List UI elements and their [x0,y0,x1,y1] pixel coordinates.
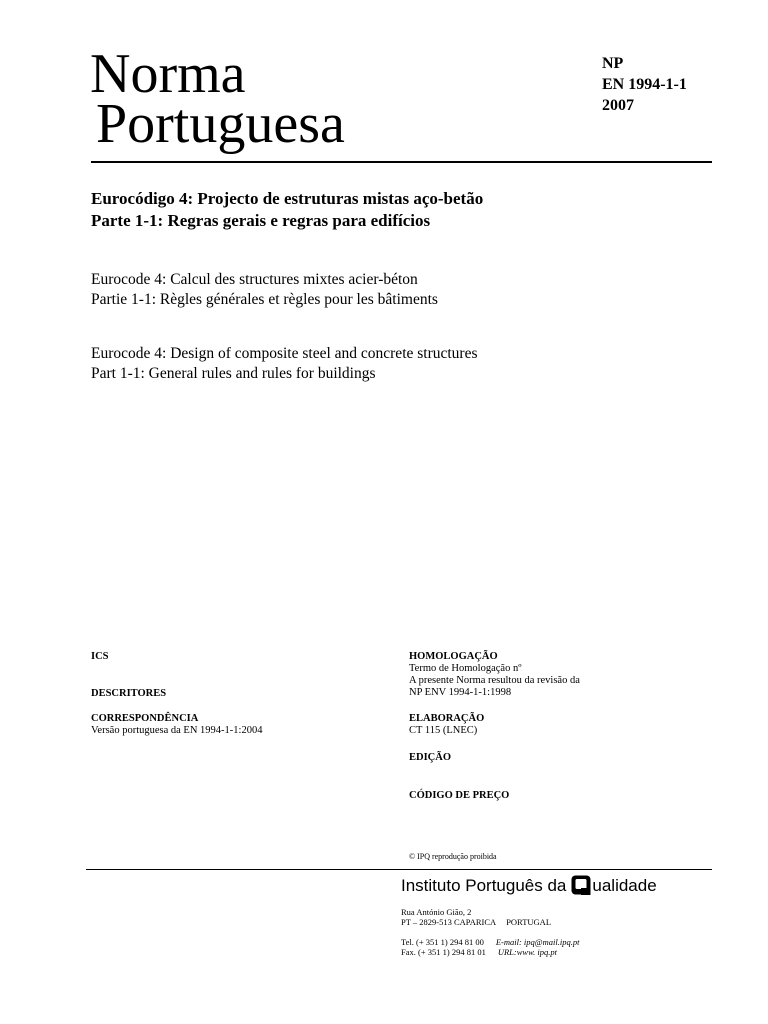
code-np: NP [602,55,624,72]
title-english [91,344,478,384]
title-norma: Norma [90,43,246,105]
title-french [91,270,438,310]
address-city-line [401,917,551,927]
fax-number: Fax. (+ 351 1) 294 81 01 [401,947,486,957]
bottom-divider [86,869,712,870]
descritores-label: DESCRITORES [91,688,167,699]
codigo-preco-label: CÓDIGO DE PREÇO [409,790,510,801]
address-street: Rua António Gião, 2 [401,907,472,917]
contact-row-1 [401,937,579,947]
homologacao-ref: NP ENV 1994-1-1:1998 [409,687,512,698]
title-portuguese [91,188,483,232]
title-fr-line1: Eurocode 4: Calcul des structures mixtes acier-béton [91,271,418,288]
institute-name-end: ualidade [592,876,657,895]
elaboracao-value: CT 115 (LNEC) [409,725,478,736]
title-fr-line2: Partie 1-1: Règles générales et règles pour les bâtiments [91,291,438,308]
title-pt-line1: Eurocódigo 4: Projecto de estruturas mistas aço-betão [91,189,484,208]
title-pt-line2: Parte 1-1: Regras gerais e regras para edifícios [91,211,431,230]
ics-section [91,651,109,663]
edicao-section [409,752,451,764]
code-year: 2007 [602,97,634,114]
address-block [401,907,551,927]
correspondencia-value: Versão portuguesa da EN 1994-1-1:2004 [91,725,263,736]
code-en: EN 1994-1-1 [602,76,687,93]
elaboracao-label: ELABORAÇÃO [409,713,485,724]
correspondencia-label: CORRESPONDÊNCIA [91,713,199,724]
address-country: PORTUGAL [506,917,552,927]
homologacao-label: HOMOLOGAÇÃO [409,651,498,662]
address-city: PT – 2829-513 CAPARICA [401,917,497,927]
title-en-line1: Eurocode 4: Design of composite steel and concrete structures [91,345,478,362]
homologacao-term: Termo de Homologação nº [409,663,522,674]
title-portuguesa: Portuguesa [96,93,345,155]
top-divider [91,161,712,163]
institute-name-start: Instituto Português da [401,876,567,895]
standard-code-block [602,53,687,116]
ics-label: ICS [91,651,109,662]
codigo-preco-section [409,790,509,802]
email-address[interactable]: E-mail: ipq@mail.ipq.pt [495,937,580,947]
homologacao-section [409,651,580,699]
descritores-section [91,688,166,700]
institute-name [401,875,657,896]
ipq-q-logo-icon [571,875,591,895]
title-en-line2: Part 1-1: General rules and rules for buildings [91,365,376,382]
homologacao-note: A presente Norma resultou da revisão da [409,675,580,686]
website-url[interactable]: URL:www. ipq.pt [497,947,557,957]
edicao-label: EDIÇÃO [409,752,452,763]
contact-row-2 [401,947,579,957]
correspondencia-section [91,713,262,737]
copyright-notice: © IPQ reprodução proibida [409,852,497,861]
contact-block [401,937,579,957]
phone-number: Tel. (+ 351 1) 294 81 00 [401,937,484,947]
elaboracao-section [409,713,484,737]
